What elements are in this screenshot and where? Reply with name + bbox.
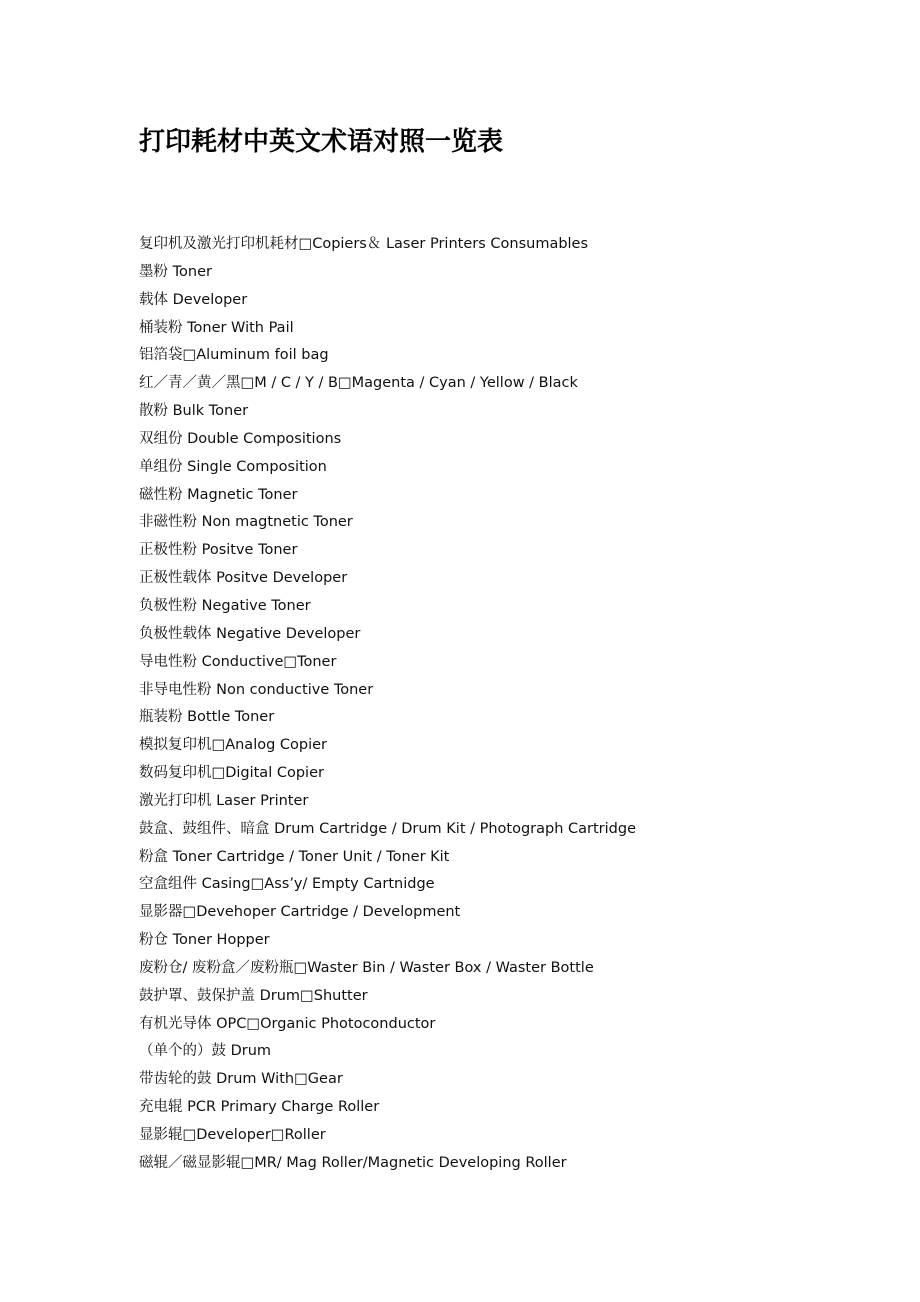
term-entry: 复印机及激光打印机耗材□Copiers＆ Laser Printers Consumables	[139, 236, 589, 252]
term-entry: 磁辊／磁显影辊□MR/ Mag Roller/Magnetic Developing Roller	[139, 1154, 567, 1171]
term-entry: 双组份 Double Compositions	[139, 430, 342, 447]
term-entry: 鼓护罩、鼓保护盖 Drum□Shutter	[139, 987, 368, 1004]
term-entry: 数码复印机□Digital Copier	[139, 765, 324, 782]
term-entry: 散粉 Bulk Toner	[139, 403, 249, 420]
term-entry: （单个的）鼓 Drum	[139, 1043, 272, 1060]
term-entry: 瓶装粉 Bottle Toner	[139, 709, 275, 726]
term-entry: 带齿轮的鼓 Drum With□Gear	[139, 1071, 343, 1088]
term-entry: 正极性载体 Positve Developer	[139, 570, 348, 587]
term-list	[139, 231, 636, 1178]
term-entry: 导电性粉 Conductive□Toner	[139, 653, 337, 670]
term-entry: 墨粉 Toner	[139, 263, 212, 280]
term-entry: 非磁性粉 Non magtnetic Toner	[139, 514, 353, 531]
term-entry: 磁性粉 Magnetic Toner	[139, 486, 298, 503]
term-entry: 载体 Developer	[139, 291, 248, 308]
term-entry: 模拟复印机□Analog Copier	[139, 737, 328, 754]
term-entry: 激光打印机 Laser Printer	[139, 792, 309, 809]
term-entry: 单组份 Single Composition	[139, 458, 327, 475]
term-entry: 红／青／黄／黑□M / C / Y / B□Magenta / Cyan / Yellow / Black	[139, 375, 578, 392]
term-entry: 粉盒 Toner Cartridge / Toner Unit / Toner Kit	[139, 848, 450, 865]
term-entry: 充电辊 PCR Primary Charge Roller	[139, 1099, 380, 1116]
term-entry: 负极性粉 Negative Toner	[139, 597, 311, 614]
document-title: 打印耗材中英文术语对照一览表	[139, 127, 504, 157]
term-entry: 铝箔袋□Aluminum foil bag	[139, 347, 329, 364]
term-entry: 桶装粉 Toner With Pail	[139, 319, 294, 336]
term-entry: 空盒组件 Casing□Ass’y/ Empty Cartnidge	[139, 876, 435, 893]
term-entry: 负极性载体 Negative Developer	[139, 625, 361, 642]
term-entry: 鼓盒、鼓组件、暗盒 Drum Cartridge / Drum Kit / Photograph Cartridge	[139, 820, 637, 837]
term-entry: 显影器□Devehoper Cartridge / Development	[139, 904, 461, 921]
term-entry: 有机光导体 OPC□Organic Photoconductor	[139, 1015, 436, 1032]
term-entry: 正极性粉 Positve Toner	[139, 542, 298, 559]
term-entry: 显影辊□Developer□Roller	[139, 1127, 326, 1143]
term-entry: 废粉仓/ 废粉盒／废粉瓶□Waster Bin / Waster Box / Waster Bottle	[139, 959, 594, 976]
term-entry: 非导电性粉 Non conductive Toner	[139, 681, 374, 698]
term-entry: 粉仓 Toner Hopper	[139, 932, 270, 949]
